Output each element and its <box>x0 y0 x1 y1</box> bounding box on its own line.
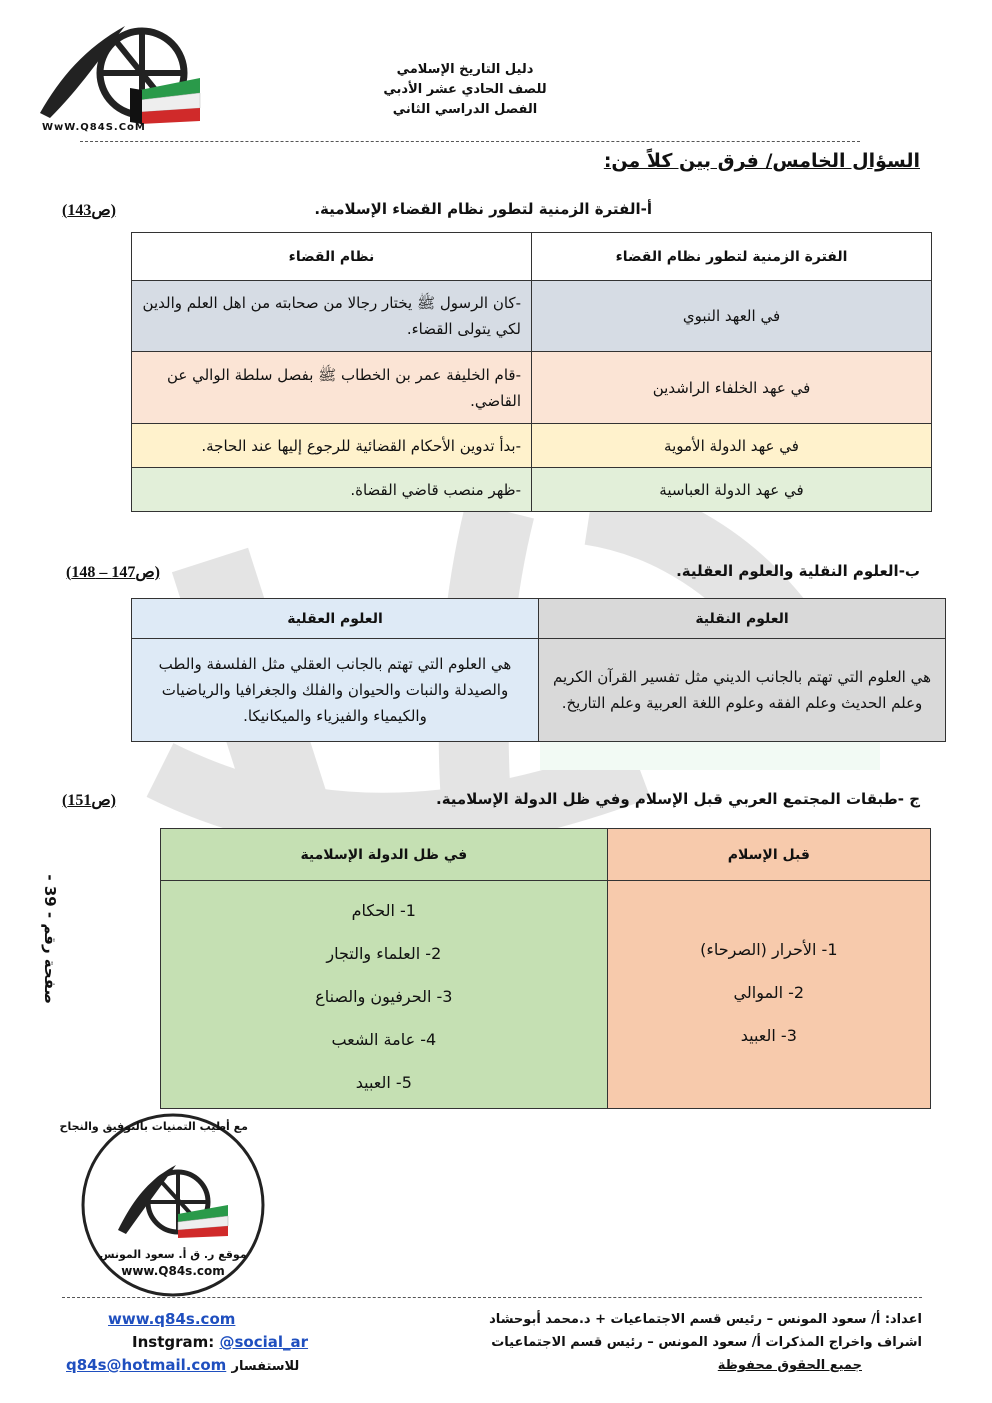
period-cell: في عهد الدولة العباسية <box>532 468 932 512</box>
list-item: 2- العلماء والتجار <box>326 944 442 963</box>
instagram-link[interactable]: @social_ar <box>219 1333 309 1351</box>
society-table <box>160 828 931 1109</box>
list-item: 1- الحكام <box>351 901 416 920</box>
page-number: صفحة رقم - 39 - <box>41 874 59 1004</box>
email-link[interactable]: q84s@hotmail.com <box>66 1356 227 1374</box>
col-period-header: الفترة الزمنية لتطور نظام القضاء <box>532 233 932 281</box>
header-line-2: للصف الحادي عشر الأدبي <box>383 82 547 97</box>
section-c-title: ج -طبقات المجتمع العربي قبل الإسلام وفي ظل الدولة الإسلامية. <box>436 790 920 808</box>
question-heading: السؤال الخامس/ فرق بين كلاً من: <box>603 150 920 172</box>
site-logo <box>30 18 205 138</box>
website-link[interactable]: www.q84s.com <box>108 1310 236 1328</box>
section-b-title: ب-العلوم النقلية والعلوم العقلية. <box>676 562 920 580</box>
table-row <box>132 352 932 424</box>
list-item: 3- الحرفيون والصناع <box>315 987 453 1006</box>
bottom-logo-url: www.Q84s.com <box>121 1264 225 1278</box>
naqli-definition: هي العلوم التي تهتم بالجانب الديني مثل تفسير القرآن الكريم وعلم الحديث وعلم الفقه وعلوم اللغة العربية وعلم التاريخ. <box>539 639 946 742</box>
instagram-label: Instgram: <box>132 1333 215 1351</box>
header-line-1: دليل التاريخ الإسلامي <box>396 62 534 77</box>
table-row <box>132 281 932 352</box>
aqli-definition: هي العلوم التي تهتم بالجانب العقلي مثل الفلسفة والطب والصيدلة والنبات والحيوان والفلك والجغرافيا والرياضيات والكيمياء والفيزياء والميكانيكا. <box>132 639 539 742</box>
section-a-page-ref: (ص143) <box>62 202 116 219</box>
sciences-table <box>131 598 946 742</box>
system-cell: -قام الخليفة عمر بن الخطاب ﷺ بفصل سلطة الوالي عن القاضي. <box>132 352 532 424</box>
footer-divider <box>62 1297 922 1298</box>
footer-rights: جميع الحقوق محفوظة <box>717 1358 862 1373</box>
col-before-header: قبل الإسلام <box>607 829 930 881</box>
period-cell: في العهد النبوي <box>532 281 932 352</box>
col-naqli-header: العلوم النقلية <box>539 599 946 639</box>
logo-url: WwW.Q84S.CoM <box>42 122 146 133</box>
footer-supervision: اشراف واخراج المذكرات أ/ سعود المونس – رئيس قسم الاجتماعيات <box>491 1335 922 1350</box>
bottom-logo-arc-text: مع أطيب التمنيات بالتوفيق والنجاح <box>59 1120 248 1133</box>
list-item: 4- عامة الشعب <box>331 1030 437 1049</box>
table-row <box>132 468 932 512</box>
section-c-page-ref: (ص151) <box>62 792 116 809</box>
list-item: 2- الموالي <box>733 983 805 1002</box>
list-item: 3- العبيد <box>740 1026 797 1045</box>
period-cell: في عهد الدولة الأموية <box>532 424 932 468</box>
footer-contact <box>66 1308 308 1378</box>
judiciary-table <box>131 232 932 512</box>
section-b-page-ref: (ص147 – 148) <box>66 564 160 581</box>
bottom-logo-label: موقع ر. ق أ. سعود المونس <box>99 1248 247 1261</box>
table-row <box>132 424 932 468</box>
header-divider <box>80 141 860 142</box>
period-cell: في عهد الخلفاء الراشدين <box>532 352 932 424</box>
system-cell: -كان الرسول ﷺ يختار رجالا من صحابته من اهل العلم والدين لكي يتولى القضاء. <box>132 281 532 352</box>
col-after-header: في ظل الدولة الإسلامية <box>161 829 608 881</box>
list-item: 5- العبيد <box>355 1073 412 1092</box>
footer-prep: اعداد: أ/ سعود المونس – رئيس قسم الاجتماعيات + د.محمد أبوحشاد <box>489 1312 922 1327</box>
system-cell: -ظهر منصب قاضي القضاة. <box>132 468 532 512</box>
before-list <box>607 881 930 1109</box>
system-cell: -بدأ تدوين الأحكام القضائية للرجوع إليها عند الحاجة. <box>132 424 532 468</box>
list-item: 1- الأحرار (الصرحاء) <box>700 940 838 959</box>
header-line-3: الفصل الدراسي الثاني <box>392 102 538 117</box>
header-title <box>330 60 600 120</box>
bottom-logo <box>59 1110 268 1300</box>
section-a-title: أ-الفترة الزمنية لتطور نظام القضاء الإسلامية. <box>314 200 652 218</box>
footer-credits <box>489 1308 922 1377</box>
col-system-header: نظام القضاء <box>132 233 532 281</box>
after-list <box>161 881 608 1109</box>
inquiry-label: للاستفسار <box>231 1359 300 1374</box>
col-aqli-header: العلوم العقلية <box>132 599 539 639</box>
